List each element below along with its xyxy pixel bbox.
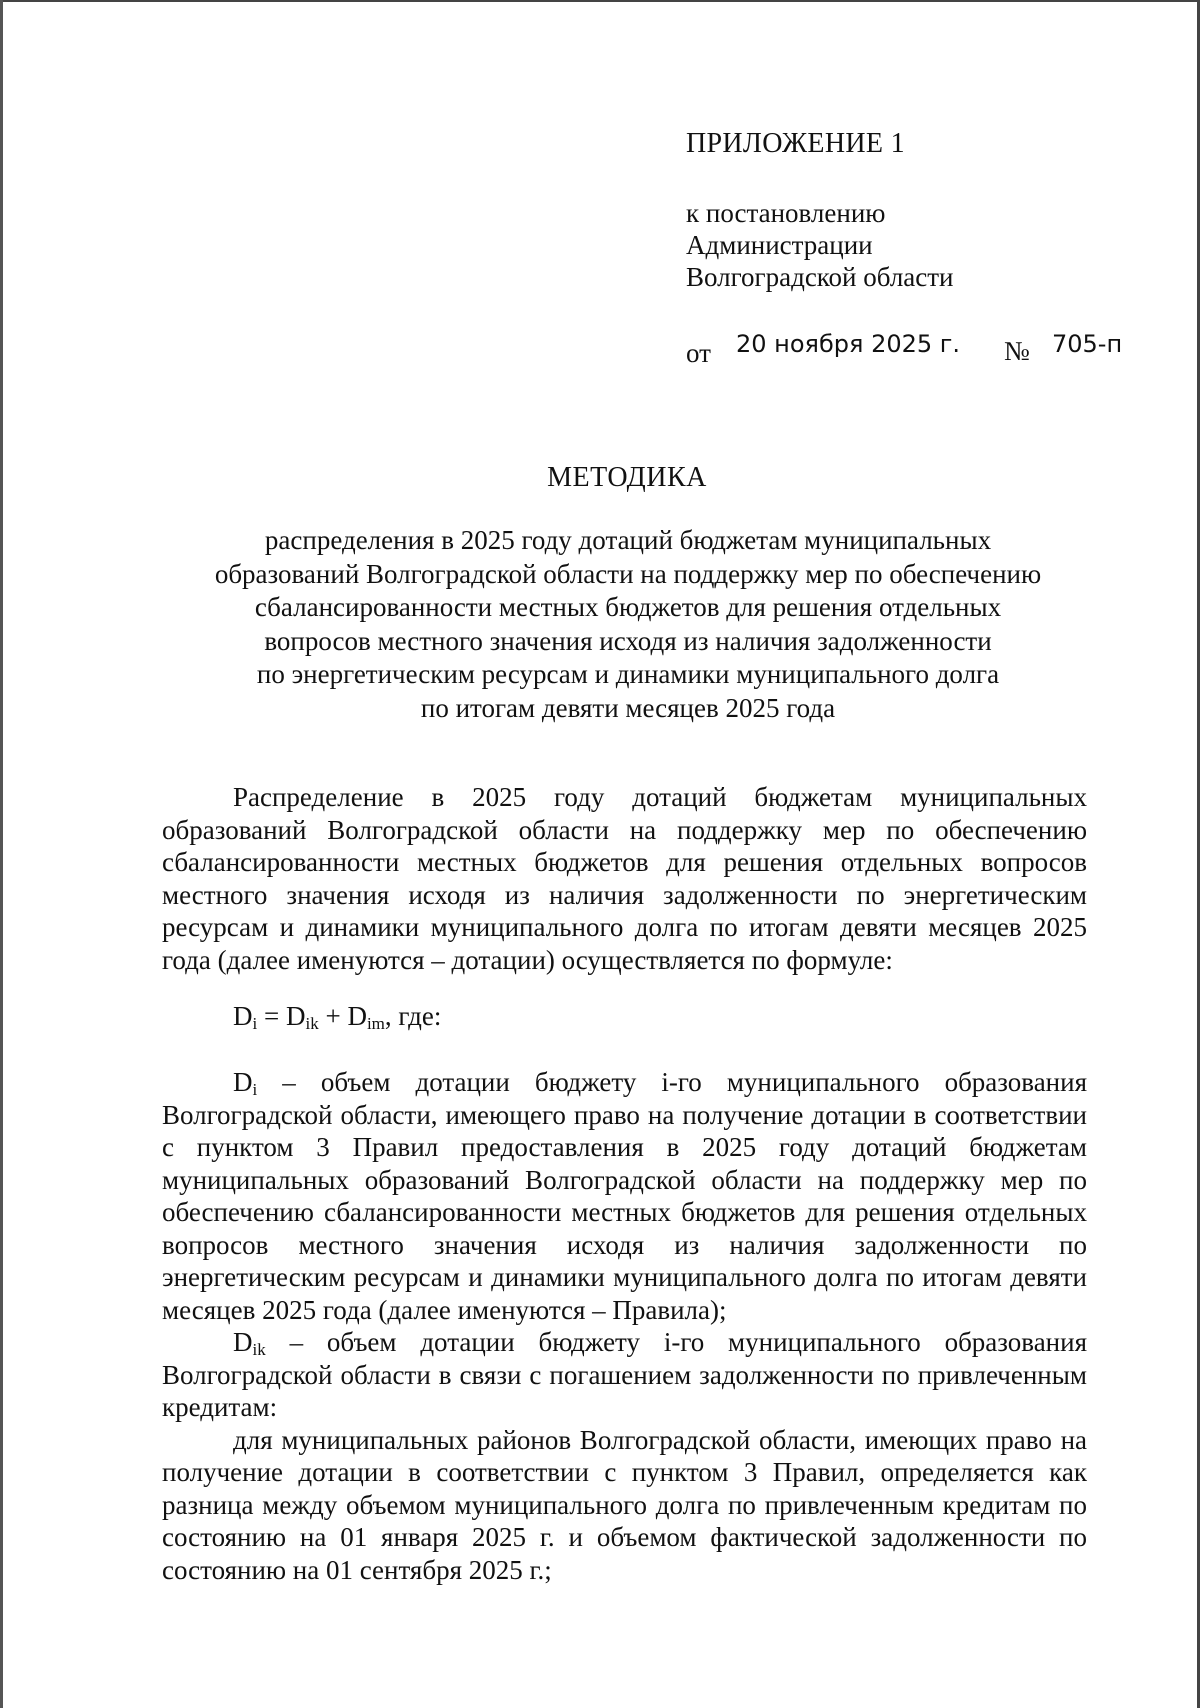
symbol-d: D	[233, 1327, 253, 1357]
definition-text: – объем дотации бюджету i-го муниципального образования Волгоградской области в связи с погашением задолженности по привлеченным кредитам:	[162, 1327, 1087, 1422]
formula-d: D	[285, 1001, 306, 1031]
symbol-d: D	[233, 1067, 253, 1097]
main-formula	[162, 1000, 1087, 1033]
symbol-sub: ik	[252, 1340, 266, 1359]
definition-dik	[162, 1326, 1087, 1424]
decree-reference-line: к постановлению	[686, 198, 886, 228]
scan-edge-top	[0, 0, 1200, 2]
formula-plus: +	[318, 1001, 348, 1031]
document-title: МЕТОДИКА	[547, 462, 707, 493]
definitions-block	[162, 1066, 1087, 1586]
formula-block	[162, 1000, 1087, 1033]
definition-text: – объем дотации бюджету i-го муниципального образования Волгоградской области, имеющего право на получение дотации в соответствии с пунктом 3 Правил предоставления в 2025 году дотаций бюджетам муниципальных образований Волгоградской области на поддержку мер по обеспечению сбалансированности местных бюджетов для решения отдельных вопросов местного значения исходя из наличия задолженности по энергетическим ресурсам и динамики муниципального долга по итогам девяти месяцев 2025 года (далее именуются – Правила);	[162, 1067, 1087, 1325]
subtitle-line: образований Волгоградской области на поддержку мер по обеспечению	[214, 558, 1042, 589]
decree-number: 705-п	[1052, 330, 1123, 358]
decree-reference-line: Волгоградской области	[686, 262, 954, 292]
decree-date: 20 ноября 2025 г.	[736, 330, 961, 358]
definition-di	[162, 1066, 1087, 1326]
subtitle-line: по энергетическим ресурсам и динамики муниципального долга	[256, 659, 1000, 689]
intro-block	[162, 781, 1087, 976]
formula-sub-i: i	[252, 1014, 258, 1033]
decree-reference-line: Администрации	[686, 230, 873, 260]
decree-reference	[686, 197, 954, 293]
formula-sub-im: im	[366, 1014, 385, 1033]
appendix-label: ПРИЛОЖЕНИЕ 1	[686, 128, 905, 159]
subtitle-line: распределения в 2025 году дотаций бюджетам муниципальных	[264, 525, 992, 555]
formula-equals: =	[257, 1001, 286, 1031]
subtitle-line: по итогам девяти месяцев 2025 года	[420, 692, 836, 723]
formula-sub-ik: ik	[305, 1014, 319, 1033]
formula-d: D	[233, 1001, 253, 1031]
number-sign: №	[1004, 336, 1030, 366]
symbol-sub: i	[252, 1080, 258, 1099]
subtitle-line: вопросов местного значения исходя из наличия задолженности	[264, 625, 992, 656]
document-subtitle	[172, 524, 1084, 725]
formula-d: D	[347, 1001, 367, 1031]
intro-paragraph: Распределение в 2025 году дотаций бюджетам муниципальных образований Волгоградской области на поддержку мер по обеспечению сбалансированности местных бюджетов для решения отдельных вопросов местного значения исходя из наличия задолженности по энергетическим ресурсам и динамики муниципального долга по итогам девяти месяцев 2025 года (далее именуются – дотации) осуществляется по формуле:	[162, 782, 1087, 975]
scan-edge-left	[0, 0, 3, 1708]
formula-tail: , где:	[384, 1001, 442, 1031]
date-prefix: от	[686, 338, 711, 368]
districts-paragraph: для муниципальных районов Волгоградской области, имеющих право на получение дотации в соответствии с пунктом 3 Правил, определяется как разница между объемом муниципального долга по привлеченным кредитам по состоянию на 01 января 2025 г. и объемом фактической задолженности по состоянию на 01 сентября 2025 г.;	[162, 1424, 1087, 1585]
subtitle-line: сбалансированности местных бюджетов для решения отдельных	[254, 592, 1002, 622]
